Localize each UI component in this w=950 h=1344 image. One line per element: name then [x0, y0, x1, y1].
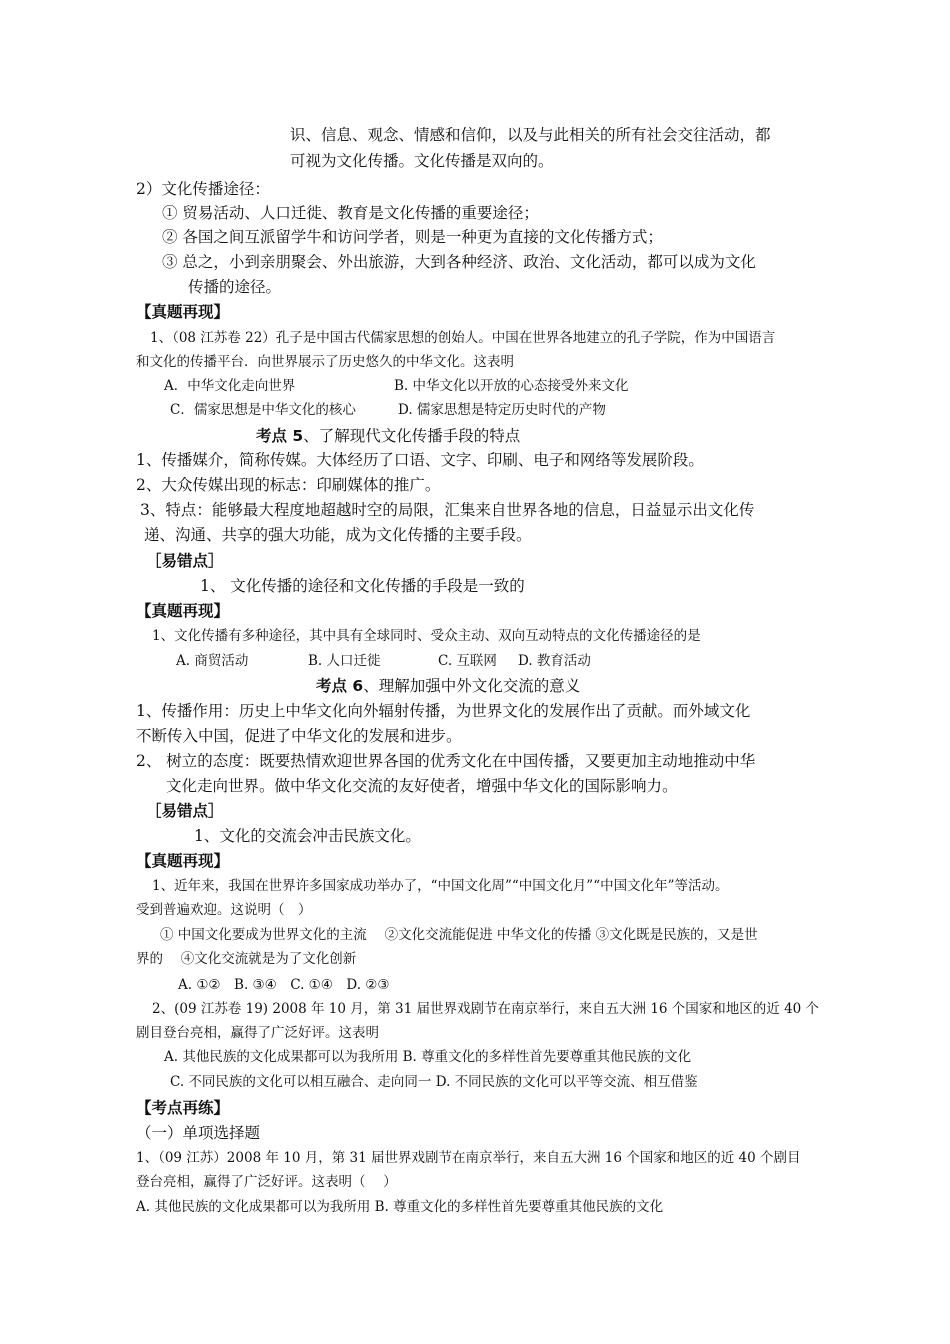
- k6-para-1b: 不断传入中国，促进了中华文化的发展和进步。: [136, 727, 462, 745]
- k5-option-a: A. 商贸活动: [176, 653, 249, 669]
- k6-q2-options-ab: A. 其他民族的文化成果都可以为我所用 B. 尊重文化的多样性首先要尊重其他民族的文化: [164, 1049, 692, 1065]
- k5-title: 、了解现代文化传播手段的特点: [303, 427, 521, 445]
- k5-para-3b: 递、沟通、共享的强大功能，成为文化传播的主要手段。: [144, 526, 532, 544]
- real1-option-a: A．中华文化走向世界: [164, 378, 296, 394]
- k6-label: 考点 6: [316, 677, 364, 695]
- k5-para-1: 1、传播媒介，简称传媒。大体经历了口语、文字、印刷、电子和网络等发展阶段。: [136, 451, 704, 469]
- k6-q1-options: A. ①② B. ③④ C. ①④ D. ②③: [178, 977, 390, 993]
- k6-real-title: 【真题再现】: [136, 851, 230, 870]
- real-title-1: 【真题再现】: [136, 302, 230, 321]
- real1-option-c: C．儒家思想是中华文化的核心: [170, 402, 356, 418]
- k5-heading: [256, 427, 520, 446]
- real1-option-d: D. 儒家思想是特定历史时代的产物: [398, 402, 606, 418]
- k6-error-item: 1、文化的交流会冲击民族文化。: [194, 827, 421, 845]
- k6-q1-b: 受到普遍欢迎。这说明（ ）: [136, 902, 312, 918]
- k5-para-2: 2、大众传媒出现的标志：印刷媒体的推广。: [136, 476, 441, 494]
- k6-para-2b: 文化走向世界。做中华文化交流的友好使者，增强中华文化的国际影响力。: [166, 777, 678, 795]
- real1-option-b: B. 中华文化以开放的心态接受外来文化: [394, 378, 629, 394]
- k6-heading: [316, 677, 580, 696]
- k5-error-item: 1、 文化传播的途径和文化传播的手段是一致的: [200, 577, 525, 595]
- practice-q1-b: 登台亮相，赢得了广泛好评。这表明（ ）: [136, 1174, 397, 1190]
- k6-para-1a: 1、传播作用：历史上中华文化向外辐射传播，为世界文化的发展作出了贡献。而外域文化: [136, 702, 751, 720]
- real1-question-a: 1、（08 江苏卷 22）孔子是中国古代儒家思想的创始人。中国在世界各地建立的孔子学院，作为中国语言: [150, 330, 776, 346]
- channels-item-3b: 传播的途径。: [188, 278, 282, 296]
- k6-q1-d: 界的 ④文化交流就是为了文化创新: [136, 951, 357, 967]
- intro-line-1: 识、信息、观念、情感和信仰，以及与此相关的所有社会交往活动，都: [290, 126, 771, 144]
- k6-q1-a: 1、近年来，我国在世界许多国家成功举办了，“中国文化周”“中国文化月”“中国文化年”等活动。: [152, 878, 729, 894]
- channels-item-2: ② 各国之间互派留学牛和访问学者，则是一种更为直接的文化传播方式；: [162, 228, 663, 246]
- k6-q1-c: ① 中国文化要成为世界文化的主流 ②文化交流能促进 中华文化的传播 ③文化既是民族的，又是世: [160, 927, 758, 943]
- k5-option-b: B. 人口迁徙: [308, 653, 381, 669]
- k6-title: 、理解加强中外文化交流的意义: [363, 677, 581, 695]
- practice-section: （一）单项选择题: [136, 1124, 261, 1142]
- k5-option-d: D. 教育活动: [518, 653, 591, 669]
- k6-q2-a: 2、(09 江苏卷 19) 2008 年 10 月，第 31 届世界戏剧节在南京举行，来自五大洲 16 个国家和地区的近 40 个: [152, 1001, 820, 1017]
- k6-q2-b: 剧目登台亮相，赢得了广泛好评。这表明: [136, 1025, 379, 1041]
- practice-q1-options-ab: A. 其他民族的文化成果都可以为我所用 B. 尊重文化的多样性首先要尊重其他民族的文化: [136, 1199, 664, 1215]
- intro-line-2: 可视为文化传播。文化传播是双向的。: [290, 152, 554, 170]
- k5-error-title: ［易错点］: [146, 551, 224, 570]
- k6-q2-options-cd: C. 不同民族的文化可以相互融合、走向同一 D. 不同民族的文化可以平等交流、相互借鉴: [170, 1074, 698, 1090]
- k5-label: 考点 5: [256, 427, 304, 445]
- real1-question-b: 和文化的传播平台．向世界展示了历史悠久的中华文化。这表明: [136, 354, 514, 370]
- k6-para-2a: 2、 树立的态度：既要热情欢迎世界各国的优秀文化在中国传播，又要更加主动地推动中华: [136, 752, 756, 770]
- channels-heading: 2）文化传播途径：: [136, 180, 270, 198]
- k5-real-title: 【真题再现】: [136, 601, 230, 620]
- k5-para-3a: 3、特点：能够最大程度地超越时空的局限，汇集来自世界各地的信息，日益显示出文化传: [140, 501, 755, 519]
- channels-item-1: ① 贸易活动、人口迁徙、教育是文化传播的重要途径；: [162, 204, 539, 222]
- practice-q1-a: 1、（09 江苏）2008 年 10 月，第 31 届世界戏剧节在南京举行，来自五大洲 16 个国家和地区的近 40 个剧目: [136, 1150, 801, 1166]
- channels-item-3a: ③ 总之，小到亲朋聚会、外出旅游，大到各种经济、政治、文化活动，都可以成为文化: [162, 253, 756, 271]
- k5-question: 1、文化传播有多种途径，其中具有全球同时、受众主动、双向互动特点的文化传播途径的是: [152, 628, 701, 644]
- k6-error-title: ［易错点］: [146, 801, 224, 820]
- practice-title: 【考点再练】: [136, 1098, 230, 1117]
- k5-option-c: C. 互联网: [438, 653, 497, 669]
